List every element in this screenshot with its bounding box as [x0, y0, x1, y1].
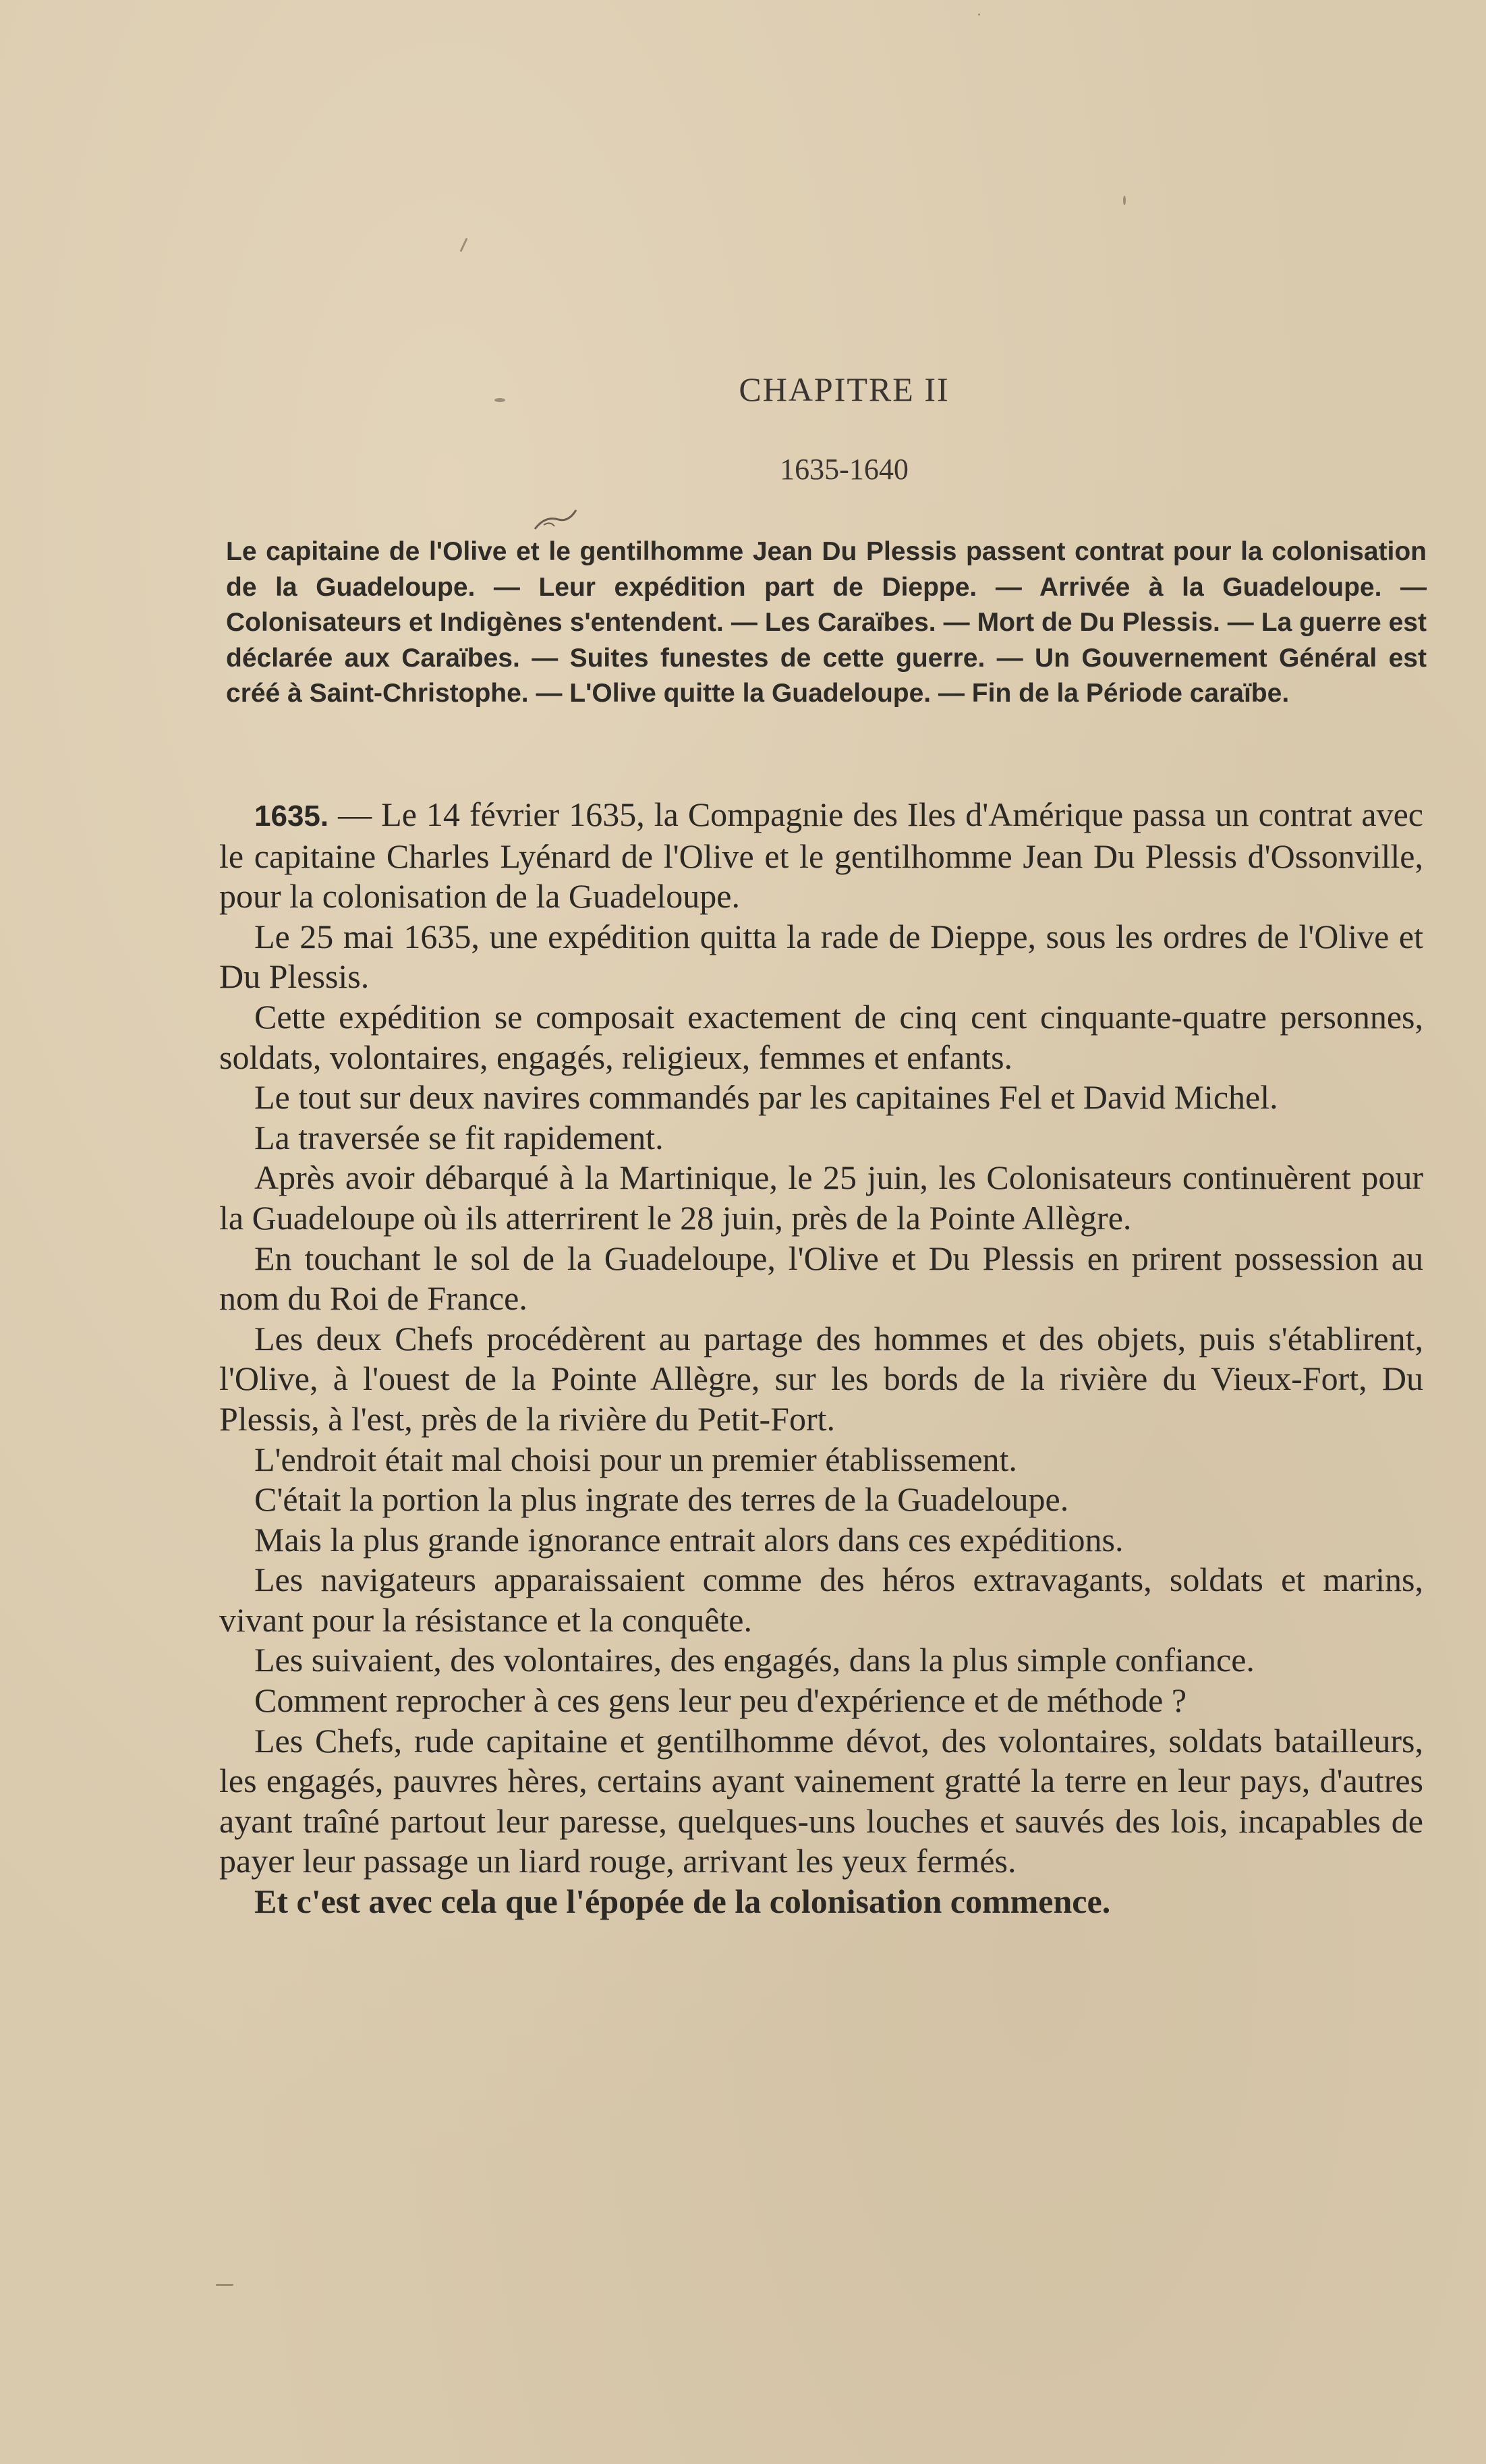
paragraph: La traversée se fit rapidement. — [254, 1118, 664, 1156]
paragraph: Les suivaient, des volontaires, des engagés, dans la plus simple confiance. — [254, 1641, 1255, 1679]
chapter-body — [219, 795, 1423, 1922]
paragraph: L'endroit était mal choisi pour un premier établissement. — [254, 1440, 1017, 1478]
ink-speck — [216, 2284, 233, 2286]
year-lead: 1635. — [254, 800, 329, 833]
closing-paragraph: Et c'est avec cela que l'épopée de la colonisation commence. — [254, 1882, 1111, 1921]
paragraph: Après avoir débarqué à la Martinique, le 25 juin, les Colonisateurs continuèrent pour la Guadeloupe où ils atterrirent le 28 juin, près de la Pointe Allègre. — [219, 1158, 1423, 1237]
paragraph: Le tout sur deux navires commandés par les capitaines Fel et David Michel. — [254, 1078, 1278, 1117]
chapter-summary: Le capitaine de l'Olive et le gentilhomme Jean Du Plessis passent contrat pour la colonisation de la Guadeloupe. — Leur expédition part de Dieppe. — Arrivée à la Guadeloupe. — Colonisateurs et Indigènes s'entendent. — Les Caraïbes. — Mort de Du Plessis. — La guerre est déclarée aux Caraïbes. — Suites funestes de cette guerre. — Un Gouvernement Général est créé à Saint-Christophe. — L'Olive quitte la Guadeloupe. — Fin de la Période caraïbe. — [226, 537, 1427, 708]
paragraph: Cette expédition se composait exactement de cinq cent cinquante-quatre personnes, soldats, volontaires, engagés, religieux, femmes et enfants. — [219, 997, 1423, 1076]
paragraph: 1635. — Le 14 février 1635, la Compagnie des Iles d'Amérique passa un contrat avec le capitaine Charles Lyénard de l'Olive et le gentilhomme Jean Du Plessis d'Ossonville, pour la colonisation de la Guadeloupe. — [219, 795, 1423, 916]
ink-speck — [978, 13, 980, 16]
paragraph: Mais la plus grande ignorance entrait alors dans ces expéditions. — [254, 1520, 1124, 1559]
paragraph: Le 25 mai 1635, une expédition quitta la rade de Dieppe, sous les ordres de l'Olive et Du Plessis. — [219, 917, 1423, 996]
ink-speck — [1123, 196, 1126, 205]
paragraph: Comment reprocher à ces gens leur peu d'expérience et de méthode ? — [254, 1681, 1187, 1720]
ink-speck — [459, 237, 467, 252]
chapter-dates: 1635-1640 — [780, 453, 909, 486]
paragraph: Les Chefs, rude capitaine et gentilhomme dévot, des volontaires, soldats batailleurs, les engagés, pauvres hères, certains ayant vainement gratté la terre en leur pays, d'autres ayant traîné partout leur paresse, quelques-uns louches et sauvés des lois, incapables de payer leur passage un liard rouge, arrivant les yeux fermés. — [219, 1721, 1423, 1880]
paragraph: En touchant le sol de la Guadeloupe, l'Olive et Du Plessis en prirent possession au nom du Roi de France. — [219, 1239, 1423, 1318]
paragraph: Les deux Chefs procédèrent au partage des hommes et des objets, puis s'établirent, l'Olive, à l'ouest de la Pointe Allègre, sur les bords de la rivière du Vieux-Fort, Du Plessis, à l'est, près de la rivière du Petit-Fort. — [219, 1319, 1423, 1438]
chapter-title: CHAPITRE II — [739, 370, 950, 408]
paragraph: C'était la portion la plus ingrate des terres de la Guadeloupe. — [254, 1480, 1069, 1519]
ink-flourish-icon — [532, 507, 579, 534]
paragraph: Les navigateurs apparaissaient comme des héros extravagants, soldats et marins, vivant pour la résistance et la conquête. — [219, 1561, 1423, 1639]
